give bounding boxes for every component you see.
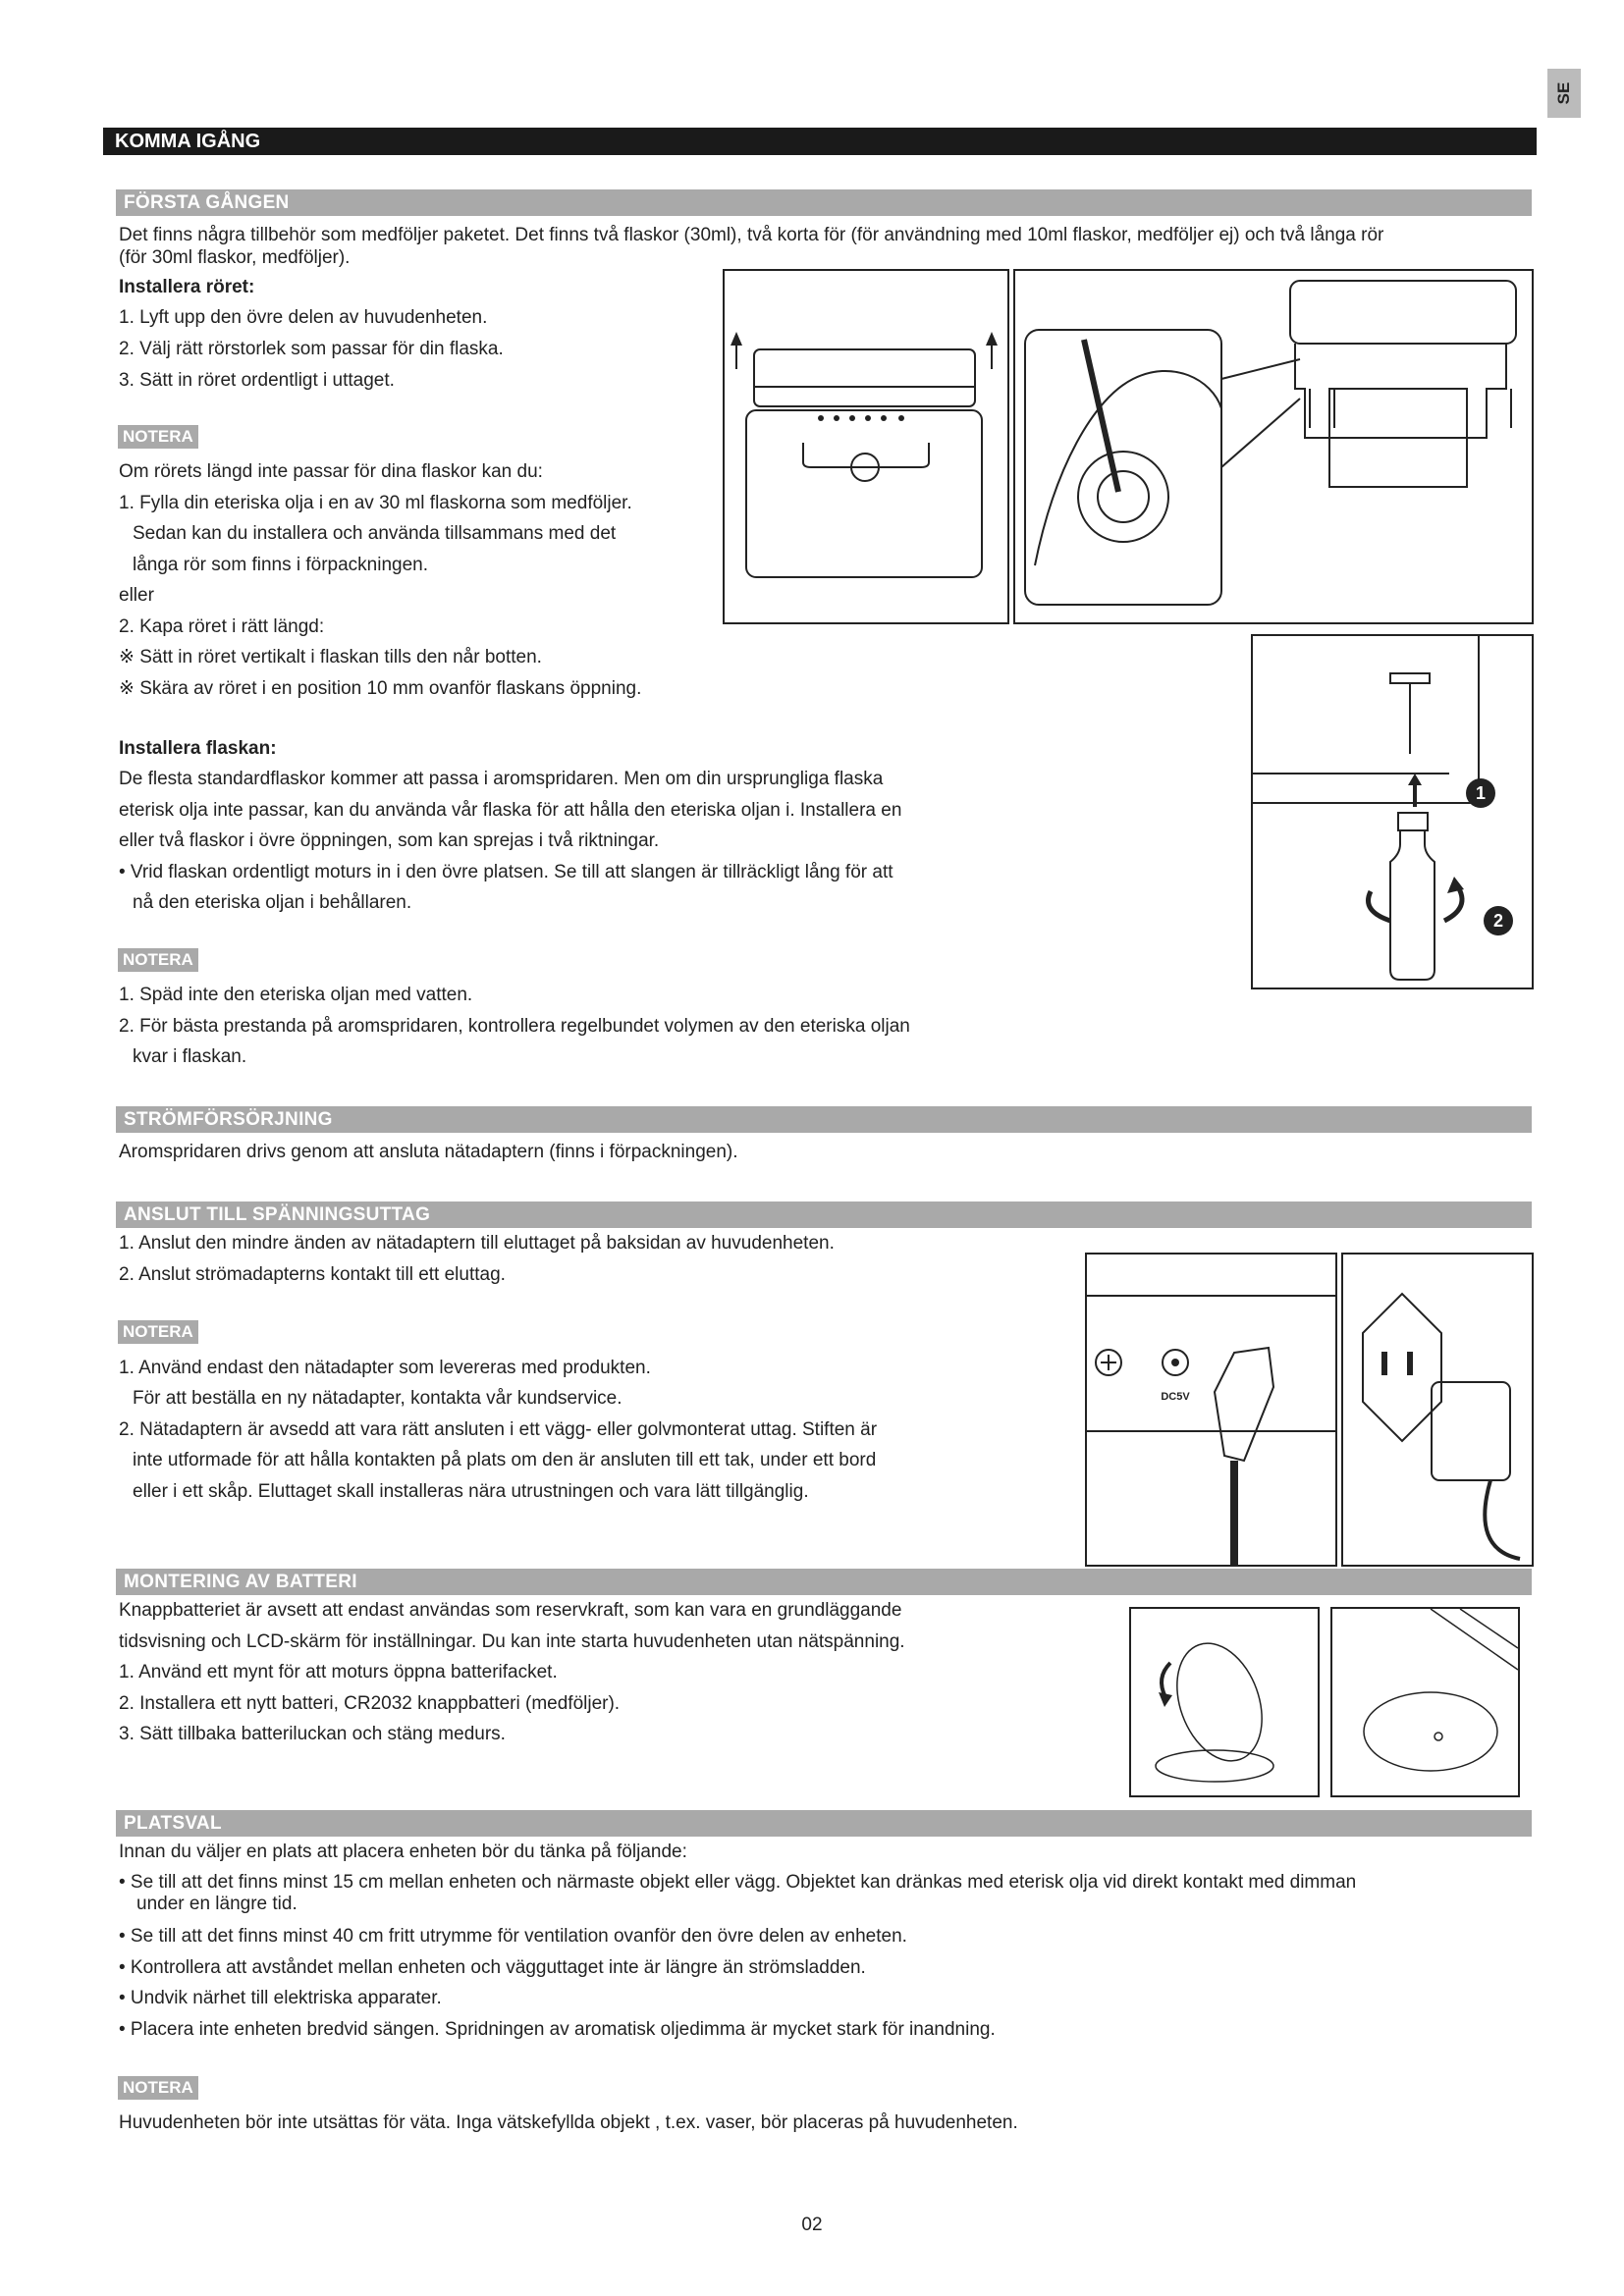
batteri-line: 1. Använd ett mynt för att moturs öppna batterifacket.	[119, 1662, 558, 1682]
bottle-install-illustration	[1253, 636, 1532, 988]
forsta-intro-line1: Det finns några tillbehör som medföljer paketet. Det finns två flaskor (30ml), två korta för (för användning med 10ml flaskor, medföljer ej) och två långa rör	[119, 225, 1384, 245]
section-title-anslut: ANSLUT TILL SPÄNNINGSUTTAG	[116, 1201, 1532, 1228]
dc5v-label: DC5V	[1161, 1391, 1190, 1403]
battery-closed-illustration	[1332, 1609, 1518, 1795]
batteri-line: 2. Installera ett nytt batteri, CR2032 knappbatteri (medföljer).	[119, 1693, 621, 1714]
batteri-line: 3. Sätt tillbaka batteriluckan och stäng medurs.	[119, 1724, 506, 1744]
figure-device-front	[723, 269, 1009, 624]
install-bottle-heading: Installera flaskan:	[119, 738, 277, 759]
language-tab	[1547, 69, 1581, 118]
batteri-line: Knappbatteriet är avsett att endast användas som reservkraft, som kan vara en grundläggande	[119, 1600, 902, 1621]
install-tube-step: 2. Välj rätt rörstorlek som passar för din flaska.	[119, 339, 504, 359]
figure-wall-outlet	[1341, 1253, 1534, 1567]
plats-intro: Innan du väljer en plats att placera enheten bör du tänka på följande:	[119, 1842, 687, 1862]
note-label: NOTERA	[118, 1320, 198, 1344]
note-line: 2. Nätadaptern är avsedd att vara rätt ansluten i ett vägg- eller golvmonterat uttag. Stiften är	[119, 1419, 878, 1440]
plats-bullet: • Se till att det finns minst 15 cm mellan enheten och närmaste objekt eller vägg. Objektet kan dränkas med eterisk olja vid direkt kontakt med dimman	[119, 1872, 1357, 1893]
plats-bullet-cont: under en längre tid.	[136, 1894, 298, 1914]
note-line: Om rörets längd inte passar för dina flaskor kan du:	[119, 461, 543, 482]
tube-insert-illustration	[1015, 271, 1532, 622]
note-line: 1. Fylla din eteriska olja i en av 30 ml flaskorna som medföljer.	[119, 493, 632, 513]
main-title: KOMMA IGÅNG	[103, 128, 1537, 155]
step-1-label: 1	[1475, 783, 1487, 803]
power-jack-illustration	[1087, 1255, 1335, 1565]
plats-note-text: Huvudenheten bör inte utsättas för väta. Inga vätskefyllda objekt , t.ex. vaser, bör placeras på huvudenheten.	[119, 2112, 1018, 2133]
note-line: kvar i flaskan.	[133, 1046, 247, 1067]
section-title-forsta: FÖRSTA GÅNGEN	[116, 189, 1532, 216]
anslut-step: 2. Anslut strömadapterns kontakt till ett eluttag.	[119, 1264, 506, 1285]
note-line: eller i ett skåp. Eluttaget skall installeras nära utrustningen och vara lätt tillgänglig.	[133, 1481, 809, 1502]
install-tube-step: 3. Sätt in röret ordentligt i uttaget.	[119, 370, 395, 391]
note-line: 1. Späd inte den eteriska oljan med vatten.	[119, 985, 473, 1005]
note-label: NOTERA	[118, 425, 198, 449]
figure-bottle-install	[1251, 634, 1534, 989]
forsta-intro-line2: (för 30ml flaskor, medföljer).	[119, 247, 351, 268]
language-tab-label: SE	[1554, 81, 1573, 105]
note-line: 2. För bästa prestanda på aromspridaren, kontrollera regelbundet volymen av den eteriska oljan	[119, 1016, 910, 1037]
figure-tube-insert	[1013, 269, 1534, 624]
note-line: ※ Sätt in röret vertikalt i flaskan tills den når botten.	[119, 647, 542, 667]
anslut-step: 1. Anslut den mindre änden av nätadaptern till eluttaget på baksidan av huvudenheten.	[119, 1233, 835, 1254]
plats-bullet: • Kontrollera att avståndet mellan enheten och vägguttaget inte är längre än strömsladden.	[119, 1957, 866, 1978]
step-2-label: 2	[1492, 911, 1504, 931]
batteri-line: tidsvisning och LCD-skärm för inställningar. Du kan inte starta huvudenheten utan nätspänning.	[119, 1631, 905, 1652]
section-title-plats: PLATSVAL	[116, 1810, 1532, 1837]
battery-open-illustration	[1131, 1609, 1318, 1795]
bottle-line: • Vrid flaskan ordentligt moturs in i den övre platsen. Se till att slangen är tillräckligt lång för att	[119, 862, 893, 882]
note-line: inte utformade för att hålla kontakten på plats om den är ansluten till ett tak, under ett bord	[133, 1450, 877, 1470]
bottle-line: eterisk olja inte passar, kan du använda vår flaska för att hålla den eteriska oljan i. Installera en	[119, 800, 902, 821]
bottle-line: nå den eteriska oljan i behållaren.	[133, 892, 412, 913]
figure-battery-open	[1129, 1607, 1320, 1797]
note-line: Sedan kan du installera och använda tillsammans med det	[133, 523, 617, 544]
bottle-line: eller två flaskor i övre öppningen, som kan sprejas i två riktningar.	[119, 830, 660, 851]
page-number: 02	[801, 2215, 823, 2235]
section-title-strom: STRÖMFÖRSÖRJNING	[116, 1106, 1532, 1133]
note-line: ※ Skära av röret i en position 10 mm ovanför flaskans öppning.	[119, 678, 642, 699]
note-line: 1. Använd endast den nätadapter som levereras med produkten.	[119, 1358, 651, 1378]
figure-power-jack	[1085, 1253, 1337, 1567]
note-line: eller	[119, 585, 154, 606]
note-label: NOTERA	[118, 2076, 198, 2100]
install-tube-heading: Installera röret:	[119, 277, 255, 297]
wall-outlet-illustration	[1343, 1255, 1532, 1565]
note-label: NOTERA	[118, 948, 198, 972]
device-front-illustration	[725, 271, 1007, 622]
plats-bullet: • Undvik närhet till elektriska apparater.	[119, 1988, 442, 2008]
plats-bullet: • Placera inte enheten bredvid sängen. Spridningen av aromatisk oljedimma är mycket stark för inandning.	[119, 2019, 996, 2040]
figure-battery-closed	[1330, 1607, 1520, 1797]
note-line: 2. Kapa röret i rätt längd:	[119, 616, 325, 637]
note-line: För att beställa en ny nätadapter, kontakta vår kundservice.	[133, 1388, 623, 1409]
section-title-batteri: MONTERING AV BATTERI	[116, 1569, 1532, 1595]
bottle-line: De flesta standardflaskor kommer att passa i aromspridaren. Men om din ursprungliga flaska	[119, 769, 884, 789]
note-line: långa rör som finns i förpackningen.	[133, 555, 428, 575]
strom-text: Aromspridaren drivs genom att ansluta nätadaptern (finns i förpackningen).	[119, 1142, 738, 1162]
install-tube-step: 1. Lyft upp den övre delen av huvudenheten.	[119, 307, 488, 328]
plats-bullet: • Se till att det finns minst 40 cm fritt utrymme för ventilation ovanför den övre delen av enheten.	[119, 1926, 907, 1947]
